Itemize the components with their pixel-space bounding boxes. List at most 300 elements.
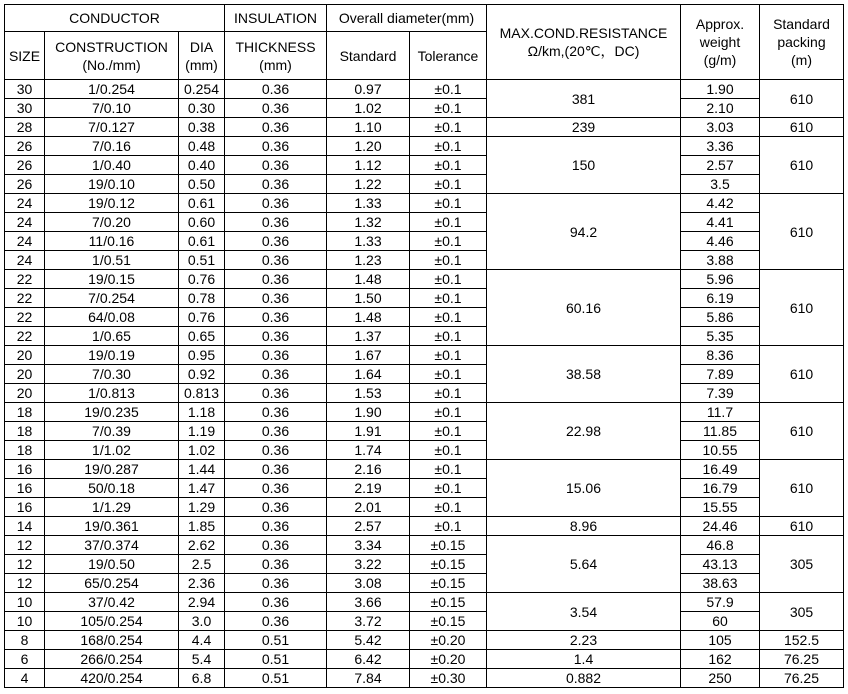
table-row xyxy=(5,251,844,270)
cell-construction: 1/1.02 xyxy=(45,441,179,460)
cell-max-resistance: 94.2 xyxy=(487,194,681,270)
header-conductor: CONDUCTOR xyxy=(5,5,225,32)
cell-size: 28 xyxy=(5,118,45,137)
cell-standard-diameter: 2.16 xyxy=(327,460,410,479)
cell-size: 16 xyxy=(5,498,45,517)
cell-thickness: 0.36 xyxy=(225,327,327,346)
table-row xyxy=(5,574,844,593)
cell-tolerance: ±0.1 xyxy=(410,213,487,232)
cell-dia: 0.78 xyxy=(179,289,225,308)
cell-dia: 2.62 xyxy=(179,536,225,555)
cell-dia: 0.30 xyxy=(179,99,225,118)
cell-size: 24 xyxy=(5,213,45,232)
cell-weight: 15.55 xyxy=(681,498,760,517)
cell-tolerance: ±0.15 xyxy=(410,593,487,612)
cell-dia: 0.65 xyxy=(179,327,225,346)
cell-standard-diameter: 1.67 xyxy=(327,346,410,365)
cell-dia: 1.44 xyxy=(179,460,225,479)
cell-tolerance: ±0.15 xyxy=(410,612,487,631)
cell-dia: 5.4 xyxy=(179,650,225,669)
cell-standard-diameter: 3.72 xyxy=(327,612,410,631)
cell-weight: 5.35 xyxy=(681,327,760,346)
wire-spec-table xyxy=(4,4,844,688)
cell-dia: 0.40 xyxy=(179,156,225,175)
cell-packing: 76.25 xyxy=(760,650,844,669)
cell-tolerance: ±0.1 xyxy=(410,498,487,517)
cell-tolerance: ±0.1 xyxy=(410,403,487,422)
cell-construction: 19/0.50 xyxy=(45,555,179,574)
cell-weight: 162 xyxy=(681,650,760,669)
cell-dia: 3.0 xyxy=(179,612,225,631)
cell-thickness: 0.36 xyxy=(225,555,327,574)
cell-weight: 60 xyxy=(681,612,760,631)
header-packing-line3: (m) xyxy=(791,52,812,68)
cell-dia: 2.94 xyxy=(179,593,225,612)
cell-size: 8 xyxy=(5,631,45,650)
cell-thickness: 0.36 xyxy=(225,251,327,270)
table-row xyxy=(5,593,844,612)
cell-tolerance: ±0.1 xyxy=(410,118,487,137)
cell-packing: 610 xyxy=(760,460,844,517)
cell-thickness: 0.36 xyxy=(225,460,327,479)
cell-dia: 0.50 xyxy=(179,175,225,194)
cell-max-resistance: 15.06 xyxy=(487,460,681,517)
cell-max-resistance: 3.54 xyxy=(487,593,681,631)
cell-max-resistance: 381 xyxy=(487,80,681,118)
table-row xyxy=(5,156,844,175)
header-insulation: INSULATION xyxy=(225,5,327,32)
cell-standard-diameter: 1.64 xyxy=(327,365,410,384)
cell-construction: 19/0.15 xyxy=(45,270,179,289)
cell-packing: 610 xyxy=(760,80,844,118)
cell-construction: 420/0.254 xyxy=(45,669,179,688)
cell-weight: 8.36 xyxy=(681,346,760,365)
cell-construction: 7/0.16 xyxy=(45,137,179,156)
cell-construction: 7/0.20 xyxy=(45,213,179,232)
cell-construction: 168/0.254 xyxy=(45,631,179,650)
table-row xyxy=(5,99,844,118)
cell-weight: 46.8 xyxy=(681,536,760,555)
cell-packing: 610 xyxy=(760,403,844,460)
cell-size: 12 xyxy=(5,555,45,574)
cell-max-resistance: 60.16 xyxy=(487,270,681,346)
cell-standard-diameter: 3.08 xyxy=(327,574,410,593)
cell-packing: 610 xyxy=(760,270,844,346)
cell-tolerance: ±0.1 xyxy=(410,384,487,403)
cell-weight: 10.55 xyxy=(681,441,760,460)
cell-thickness: 0.36 xyxy=(225,270,327,289)
cell-construction: 11/0.16 xyxy=(45,232,179,251)
cell-weight: 1.90 xyxy=(681,80,760,99)
cell-weight: 7.89 xyxy=(681,365,760,384)
cell-construction: 1/0.51 xyxy=(45,251,179,270)
cell-dia: 0.38 xyxy=(179,118,225,137)
cell-dia: 0.76 xyxy=(179,308,225,327)
header-max-resistance-line2: Ω/km,(20℃，DC) xyxy=(527,43,640,59)
cell-standard-diameter: 1.74 xyxy=(327,441,410,460)
header-standard-packing xyxy=(760,5,844,80)
header-construction-line1: CONSTRUCTION xyxy=(55,38,168,55)
cell-standard-diameter: 5.42 xyxy=(327,631,410,650)
table-row xyxy=(5,498,844,517)
cell-packing: 305 xyxy=(760,536,844,593)
header-dia-line1: DIA xyxy=(189,38,214,55)
cell-size: 20 xyxy=(5,365,45,384)
cell-packing: 610 xyxy=(760,194,844,270)
cell-weight: 250 xyxy=(681,669,760,688)
cell-thickness: 0.36 xyxy=(225,194,327,213)
cell-thickness: 0.36 xyxy=(225,384,327,403)
table-row xyxy=(5,403,844,422)
cell-thickness: 0.36 xyxy=(225,593,327,612)
cell-standard-diameter: 3.34 xyxy=(327,536,410,555)
cell-tolerance: ±0.1 xyxy=(410,365,487,384)
cell-construction: 19/0.12 xyxy=(45,194,179,213)
cell-tolerance: ±0.1 xyxy=(410,479,487,498)
cell-max-resistance: 1.4 xyxy=(487,650,681,669)
cell-construction: 7/0.39 xyxy=(45,422,179,441)
cell-weight: 4.46 xyxy=(681,232,760,251)
cell-tolerance: ±0.1 xyxy=(410,232,487,251)
table-row xyxy=(5,289,844,308)
cell-thickness: 0.36 xyxy=(225,118,327,137)
table-row xyxy=(5,80,844,99)
cell-construction: 19/0.19 xyxy=(45,346,179,365)
cell-packing: 610 xyxy=(760,346,844,403)
cell-size: 26 xyxy=(5,175,45,194)
table-body xyxy=(5,80,844,688)
cell-weight: 11.85 xyxy=(681,422,760,441)
cell-dia: 6.8 xyxy=(179,669,225,688)
cell-weight: 16.79 xyxy=(681,479,760,498)
cell-dia: 0.51 xyxy=(179,251,225,270)
cell-dia: 0.813 xyxy=(179,384,225,403)
cell-standard-diameter: 3.22 xyxy=(327,555,410,574)
cell-weight: 3.03 xyxy=(681,118,760,137)
cell-weight: 4.41 xyxy=(681,213,760,232)
cell-standard-diameter: 1.33 xyxy=(327,194,410,213)
header-thickness xyxy=(225,32,327,80)
cell-dia: 1.85 xyxy=(179,517,225,536)
cell-packing: 152.5 xyxy=(760,631,844,650)
cell-weight: 7.39 xyxy=(681,384,760,403)
cell-dia: 4.4 xyxy=(179,631,225,650)
cell-standard-diameter: 1.53 xyxy=(327,384,410,403)
cell-construction: 19/0.287 xyxy=(45,460,179,479)
table-row xyxy=(5,650,844,669)
cell-weight: 4.42 xyxy=(681,194,760,213)
cell-construction: 19/0.235 xyxy=(45,403,179,422)
cell-standard-diameter: 1.90 xyxy=(327,403,410,422)
cell-weight: 5.96 xyxy=(681,270,760,289)
cell-construction: 19/0.10 xyxy=(45,175,179,194)
cell-standard-diameter: 1.91 xyxy=(327,422,410,441)
cell-size: 24 xyxy=(5,251,45,270)
header-max-resistance-line1: MAX.COND.RESISTANCE xyxy=(499,25,668,41)
header-dia-line2: (mm) xyxy=(185,56,218,73)
cell-thickness: 0.36 xyxy=(225,137,327,156)
cell-standard-diameter: 1.10 xyxy=(327,118,410,137)
cell-size: 20 xyxy=(5,346,45,365)
cell-thickness: 0.51 xyxy=(225,631,327,650)
table-row xyxy=(5,232,844,251)
cell-thickness: 0.36 xyxy=(225,80,327,99)
cell-tolerance: ±0.1 xyxy=(410,422,487,441)
cell-max-resistance: 150 xyxy=(487,137,681,194)
cell-size: 14 xyxy=(5,517,45,536)
cell-standard-diameter: 1.48 xyxy=(327,308,410,327)
cell-construction: 1/0.254 xyxy=(45,80,179,99)
cell-tolerance: ±0.1 xyxy=(410,460,487,479)
header-size: SIZE xyxy=(5,32,45,80)
table-row xyxy=(5,213,844,232)
cell-size: 26 xyxy=(5,156,45,175)
table-row xyxy=(5,460,844,479)
cell-size: 18 xyxy=(5,403,45,422)
header-dia xyxy=(179,32,225,80)
cell-dia: 0.76 xyxy=(179,270,225,289)
cell-standard-diameter: 2.19 xyxy=(327,479,410,498)
cell-dia: 1.47 xyxy=(179,479,225,498)
cell-dia: 0.61 xyxy=(179,232,225,251)
table-row xyxy=(5,631,844,650)
header-construction-line2: (No./mm) xyxy=(82,56,141,73)
header-tolerance: Tolerance xyxy=(410,32,487,80)
cell-standard-diameter: 1.50 xyxy=(327,289,410,308)
cell-dia: 1.19 xyxy=(179,422,225,441)
cell-standard-diameter: 2.57 xyxy=(327,517,410,536)
cell-thickness: 0.36 xyxy=(225,289,327,308)
header-construction xyxy=(45,32,179,80)
cell-standard-diameter: 1.32 xyxy=(327,213,410,232)
cell-standard-diameter: 1.12 xyxy=(327,156,410,175)
cell-dia: 0.60 xyxy=(179,213,225,232)
table-row xyxy=(5,137,844,156)
cell-tolerance: ±0.15 xyxy=(410,555,487,574)
table-row xyxy=(5,536,844,555)
header-thickness-line2: (mm) xyxy=(259,56,292,73)
cell-thickness: 0.36 xyxy=(225,175,327,194)
cell-tolerance: ±0.1 xyxy=(410,80,487,99)
table-row xyxy=(5,669,844,688)
cell-max-resistance: 5.64 xyxy=(487,536,681,593)
cell-construction: 37/0.42 xyxy=(45,593,179,612)
cell-thickness: 0.36 xyxy=(225,517,327,536)
cell-construction: 1/0.65 xyxy=(45,327,179,346)
cell-thickness: 0.36 xyxy=(225,422,327,441)
cell-size: 4 xyxy=(5,669,45,688)
cell-construction: 50/0.18 xyxy=(45,479,179,498)
cell-tolerance: ±0.1 xyxy=(410,346,487,365)
cell-dia: 0.254 xyxy=(179,80,225,99)
cell-tolerance: ±0.1 xyxy=(410,194,487,213)
cell-weight: 16.49 xyxy=(681,460,760,479)
cell-weight: 57.9 xyxy=(681,593,760,612)
cell-standard-diameter: 3.66 xyxy=(327,593,410,612)
cell-dia: 0.48 xyxy=(179,137,225,156)
cell-weight: 3.88 xyxy=(681,251,760,270)
cell-size: 6 xyxy=(5,650,45,669)
cell-weight: 3.5 xyxy=(681,175,760,194)
cell-thickness: 0.36 xyxy=(225,308,327,327)
cell-construction: 1/0.813 xyxy=(45,384,179,403)
cell-construction: 64/0.08 xyxy=(45,308,179,327)
cell-tolerance: ±0.1 xyxy=(410,137,487,156)
cell-size: 16 xyxy=(5,479,45,498)
cell-construction: 1/1.29 xyxy=(45,498,179,517)
cell-weight: 38.63 xyxy=(681,574,760,593)
cell-standard-diameter: 1.22 xyxy=(327,175,410,194)
cell-thickness: 0.36 xyxy=(225,232,327,251)
cell-thickness: 0.36 xyxy=(225,156,327,175)
cell-tolerance: ±0.15 xyxy=(410,536,487,555)
cell-thickness: 0.36 xyxy=(225,365,327,384)
cell-weight: 5.86 xyxy=(681,308,760,327)
cell-size: 18 xyxy=(5,422,45,441)
cell-thickness: 0.36 xyxy=(225,498,327,517)
header-approx-weight xyxy=(681,5,760,80)
cell-standard-diameter: 6.42 xyxy=(327,650,410,669)
cell-thickness: 0.51 xyxy=(225,650,327,669)
cell-size: 24 xyxy=(5,194,45,213)
cell-tolerance: ±0.1 xyxy=(410,270,487,289)
cell-construction: 7/0.254 xyxy=(45,289,179,308)
cell-standard-diameter: 7.84 xyxy=(327,669,410,688)
cell-size: 12 xyxy=(5,536,45,555)
cell-construction: 7/0.127 xyxy=(45,118,179,137)
cell-dia: 2.36 xyxy=(179,574,225,593)
cell-tolerance: ±0.1 xyxy=(410,251,487,270)
header-weight-line2: weight xyxy=(699,34,741,50)
cell-dia: 1.18 xyxy=(179,403,225,422)
cell-thickness: 0.36 xyxy=(225,213,327,232)
cell-construction: 19/0.361 xyxy=(45,517,179,536)
cell-packing: 610 xyxy=(760,137,844,194)
cell-max-resistance: 22.98 xyxy=(487,403,681,460)
cell-dia: 1.29 xyxy=(179,498,225,517)
cell-weight: 2.10 xyxy=(681,99,760,118)
table-row xyxy=(5,384,844,403)
header-weight-line3: (g/m) xyxy=(703,52,737,68)
cell-dia: 2.5 xyxy=(179,555,225,574)
table-row xyxy=(5,479,844,498)
cell-max-resistance: 38.58 xyxy=(487,346,681,403)
table-row xyxy=(5,308,844,327)
header-overall-diameter: Overall diameter(mm) xyxy=(327,5,487,32)
cell-dia: 0.61 xyxy=(179,194,225,213)
cell-weight: 3.36 xyxy=(681,137,760,156)
cell-weight: 24.46 xyxy=(681,517,760,536)
cell-packing: 610 xyxy=(760,517,844,536)
table-row xyxy=(5,555,844,574)
cell-thickness: 0.36 xyxy=(225,346,327,365)
cell-construction: 7/0.10 xyxy=(45,99,179,118)
table-row xyxy=(5,118,844,137)
cell-dia: 1.02 xyxy=(179,441,225,460)
cell-tolerance: ±0.1 xyxy=(410,517,487,536)
cell-packing: 76.25 xyxy=(760,669,844,688)
cell-size: 22 xyxy=(5,308,45,327)
cell-thickness: 0.36 xyxy=(225,536,327,555)
cell-tolerance: ±0.30 xyxy=(410,669,487,688)
cell-tolerance: ±0.20 xyxy=(410,631,487,650)
cell-tolerance: ±0.15 xyxy=(410,574,487,593)
cell-standard-diameter: 0.97 xyxy=(327,80,410,99)
cell-size: 10 xyxy=(5,593,45,612)
cell-thickness: 0.36 xyxy=(225,574,327,593)
table-row xyxy=(5,175,844,194)
cell-thickness: 0.36 xyxy=(225,479,327,498)
cell-construction: 1/0.40 xyxy=(45,156,179,175)
table-row xyxy=(5,612,844,631)
cell-size: 30 xyxy=(5,80,45,99)
cell-dia: 0.95 xyxy=(179,346,225,365)
cell-size: 16 xyxy=(5,460,45,479)
cell-standard-diameter: 1.23 xyxy=(327,251,410,270)
cell-standard-diameter: 1.48 xyxy=(327,270,410,289)
cell-tolerance: ±0.1 xyxy=(410,308,487,327)
header-max-resistance xyxy=(487,5,681,80)
cell-weight: 2.57 xyxy=(681,156,760,175)
cell-size: 22 xyxy=(5,289,45,308)
cell-construction: 37/0.374 xyxy=(45,536,179,555)
cell-size: 26 xyxy=(5,137,45,156)
cell-weight: 11.7 xyxy=(681,403,760,422)
cell-packing: 305 xyxy=(760,593,844,631)
cell-size: 22 xyxy=(5,327,45,346)
cell-size: 24 xyxy=(5,232,45,251)
cell-tolerance: ±0.1 xyxy=(410,175,487,194)
cell-size: 22 xyxy=(5,270,45,289)
cell-size: 20 xyxy=(5,384,45,403)
cell-tolerance: ±0.1 xyxy=(410,156,487,175)
cell-packing: 610 xyxy=(760,118,844,137)
cell-max-resistance: 239 xyxy=(487,118,681,137)
cell-size: 18 xyxy=(5,441,45,460)
cell-construction: 105/0.254 xyxy=(45,612,179,631)
cell-tolerance: ±0.1 xyxy=(410,289,487,308)
cell-thickness: 0.36 xyxy=(225,441,327,460)
cell-weight: 43.13 xyxy=(681,555,760,574)
table-row xyxy=(5,346,844,365)
cell-thickness: 0.36 xyxy=(225,612,327,631)
header-weight-line1: Approx. xyxy=(695,16,745,32)
table-row xyxy=(5,365,844,384)
cell-tolerance: ±0.1 xyxy=(410,441,487,460)
cell-construction: 65/0.254 xyxy=(45,574,179,593)
cell-thickness: 0.36 xyxy=(225,99,327,118)
cell-standard-diameter: 1.33 xyxy=(327,232,410,251)
cell-weight: 105 xyxy=(681,631,760,650)
cell-standard-diameter: 2.01 xyxy=(327,498,410,517)
cell-thickness: 0.36 xyxy=(225,403,327,422)
cell-max-resistance: 8.96 xyxy=(487,517,681,536)
cell-max-resistance: 2.23 xyxy=(487,631,681,650)
header-standard: Standard xyxy=(327,32,410,80)
cell-weight: 6.19 xyxy=(681,289,760,308)
cell-tolerance: ±0.1 xyxy=(410,99,487,118)
table-row xyxy=(5,517,844,536)
cell-construction: 7/0.30 xyxy=(45,365,179,384)
header-packing-line1: Standard xyxy=(773,16,830,32)
cell-construction: 266/0.254 xyxy=(45,650,179,669)
cell-standard-diameter: 1.02 xyxy=(327,99,410,118)
table-row xyxy=(5,422,844,441)
cell-tolerance: ±0.1 xyxy=(410,327,487,346)
table-row xyxy=(5,327,844,346)
cell-thickness: 0.51 xyxy=(225,669,327,688)
cell-size: 12 xyxy=(5,574,45,593)
